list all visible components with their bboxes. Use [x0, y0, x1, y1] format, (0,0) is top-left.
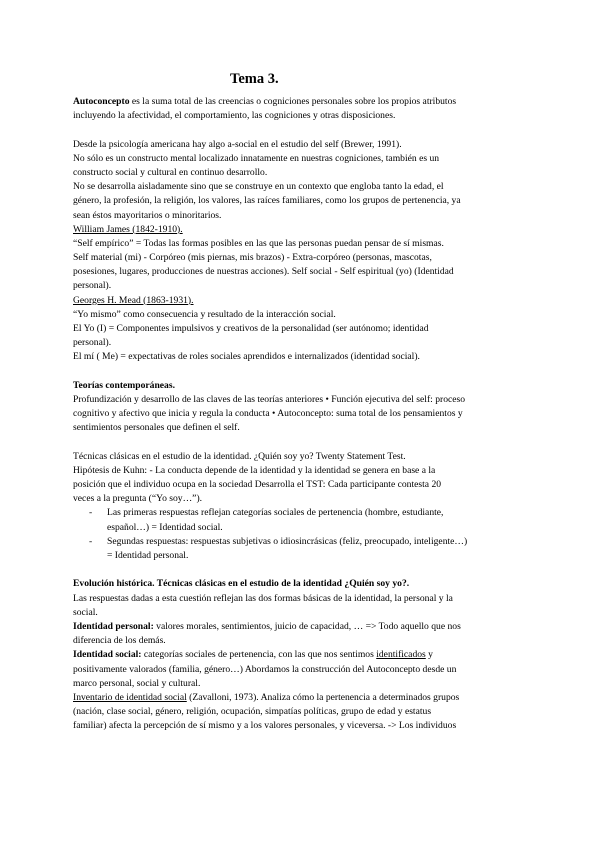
- identidad-personal-line: diferencia de los demás.: [73, 635, 166, 647]
- james-line: Self material (mi) - Corpóreo (mis piernas, mis brazos) - Extra-corpóreo (personas, mascotas,: [73, 252, 432, 264]
- evolucion-line: Las respuestas dadas a esta cuestión reflejan las dos formas básicas de la identidad, la personal y la: [73, 592, 453, 604]
- james-heading: William James (1842-1910).: [73, 223, 183, 235]
- teorias-line: Profundización y desarrollo de las claves de las teorías anteriores • Función ejecutiva del self: proceso: [73, 393, 466, 405]
- tecnicas-line: Hipótesis de Kuhn: - La conducta depende de la identidad y la identidad se genera en base a la: [73, 464, 436, 476]
- document-body: [73, 95, 528, 733]
- mead-line: “Yo mismo” como consecuencia y resultado de la interacción social.: [73, 308, 336, 320]
- teorias-line: cognitivo y afectivo que inicia y regula la conducta • Autoconcepto: suma total de los pensamientos y: [73, 408, 463, 420]
- identidad-social-line: positivamente valorados (familia, género…) Abordamos la construcción del Autoconcepto desde un: [73, 663, 457, 675]
- james-line: “Self empírico” = Todas las formas posibles en las que las personas puedan pensar de sí mismas.: [73, 237, 444, 249]
- evolucion-line: social.: [73, 606, 98, 618]
- mead-line: personal).: [73, 337, 112, 349]
- p2-line: No sólo es un constructo mental localizado innatamente en nuestras cogniciones, también es un: [73, 152, 440, 164]
- mead-line: El mí ( Me) = expectativas de roles sociales aprendidos e internalizados (identidad social).: [73, 351, 420, 363]
- identidad-social-line: Identidad social: categorías sociales de pertenencia, con las que nos sentimos identificados y: [73, 649, 433, 661]
- p2-line: constructo social y cultural en continuo desarrollo.: [73, 166, 268, 178]
- mead-heading: Georges H. Mead (1863-1931).: [73, 294, 194, 306]
- evolucion-heading: Evolución histórica. Técnicas clásicas en el estudio de la identidad ¿Quién soy yo?.: [73, 578, 410, 590]
- inventario-line: familiar) afecta la percepción de sí mismo y a los valores personales, y viceversa. -> Los individuos: [73, 720, 457, 732]
- james-line: personal).: [73, 280, 112, 292]
- tecnicas-line: veces a la pregunta (“Yo soy…”).: [73, 493, 203, 505]
- inventario-line: Inventario de identidad social (Zavalloni, 1973). Analiza cómo la pertenencia a determinados grupos: [73, 691, 460, 703]
- p2-line: género, la profesión, la religión, los valores, las raíces familiares, como los grupos de pertenencia, ya: [73, 195, 461, 207]
- p2-line: No se desarrolla aisladamente sino que se construye en un contexto que engloba tanto la edad, el: [73, 181, 444, 193]
- page-title: Tema 3.: [230, 71, 279, 87]
- tecnicas-line: posición que el individuo ocupa en la sociedad Desarrolla el TST: Cada participante contesta 20: [73, 479, 442, 491]
- identidad-social-line: marco personal, social y cultural.: [73, 677, 201, 689]
- intro-line-1: Autoconcepto es la suma total de las creencias o cogniciones personales sobre los propios atributos: [73, 96, 457, 107]
- list-item-cont: español…) = Identidad social.: [107, 521, 223, 533]
- teorias-heading: Teorías contemporáneas.: [73, 379, 175, 391]
- identidad-personal-line: Identidad personal: valores morales, sentimientos, juicio de capacidad, … => Todo aquello que nos: [73, 620, 461, 632]
- p2-line: sean éstos mayoritarios o minoritarios.: [73, 209, 222, 221]
- p2-line: Desde la psicología americana hay algo a-social en el estudio del self (Brewer, 1991).: [73, 138, 402, 150]
- autoconcepto-term: Autoconcepto: [73, 96, 130, 107]
- intro-line-2: incluyendo la afectividad, el comportamiento, las cogniciones y otras disposiciones.: [73, 110, 396, 122]
- teorias-line: sentimientos personales que definen el self.: [73, 422, 240, 434]
- james-line: posesiones, lugares, producciones de nuestras acciones). Self social - Self espiritual (yo) (Identidad: [73, 266, 454, 278]
- list-item-cont: = Identidad personal.: [107, 550, 189, 561]
- inventario-line: (nación, clase social, género, religión, ocupación, simpatías políticas, grupo de edad y estatus: [73, 706, 432, 718]
- list-item: - Las primeras respuestas reflejan categorías sociales de pertenencia (hombre, estudiante,: [89, 507, 444, 519]
- tecnicas-line: Técnicas clásicas en el estudio de la identidad. ¿Quién soy yo? Twenty Statement Test.: [73, 450, 406, 462]
- list-item: - Segundas respuestas: respuestas subjetivas o idiosincrásicas (feliz, preocupado, inteligente…): [89, 535, 468, 547]
- mead-line: El Yo (I) = Componentes impulsivos y creativos de la personalidad (ser autónomo; identidad: [73, 323, 429, 334]
